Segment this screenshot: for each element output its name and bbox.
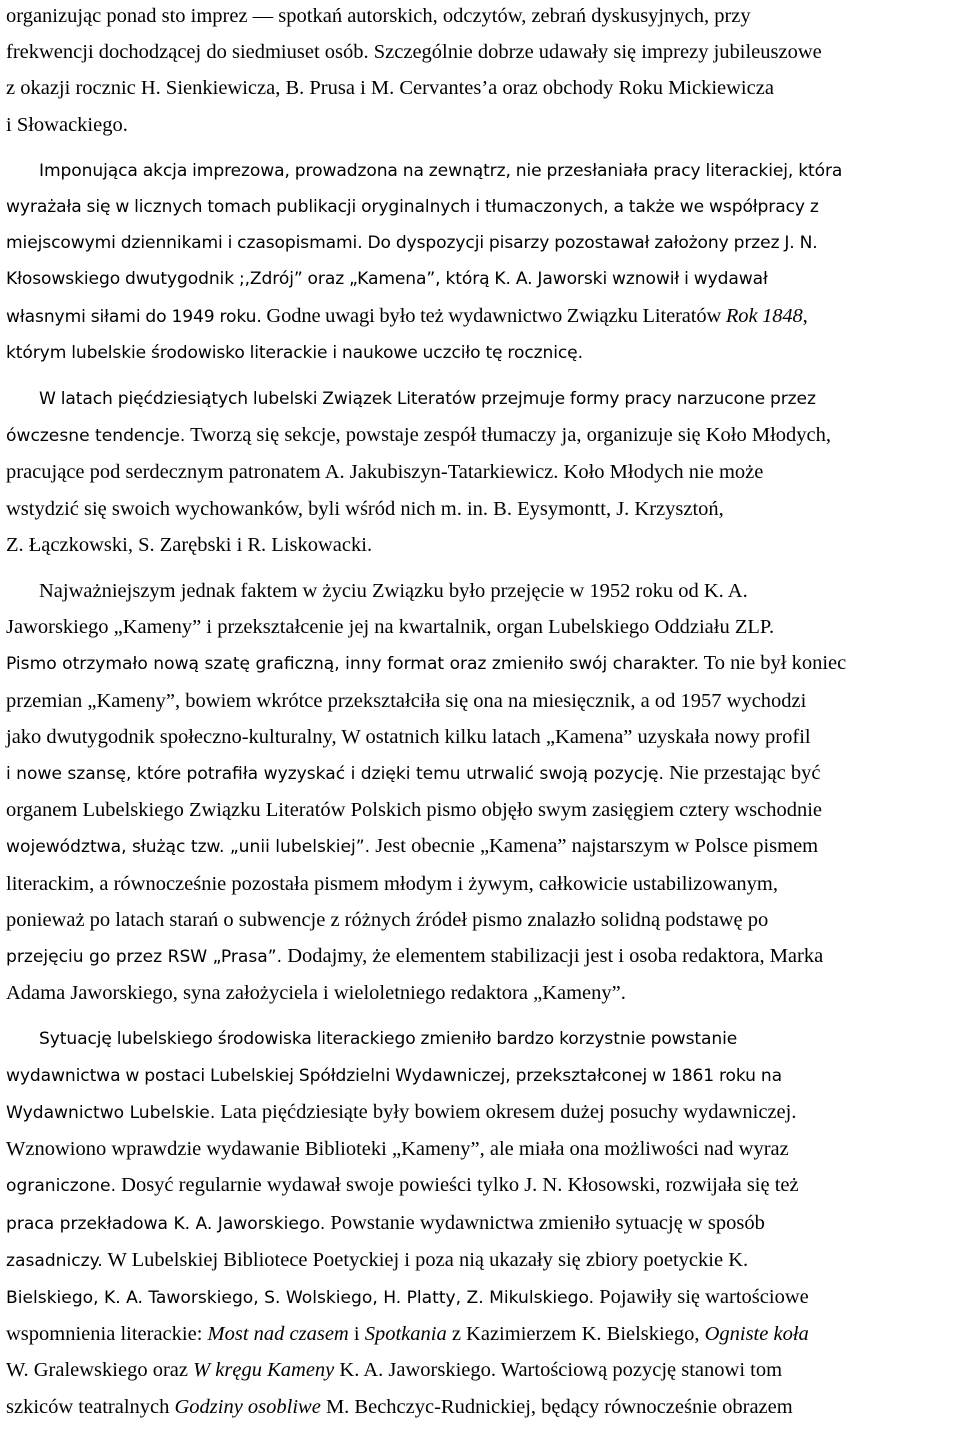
text-line (6, 1167, 954, 1204)
text-line: przemian „Kameny”, bowiem wkrótce przekształciła się ona na miesięcznik, a od 1957 wychodzi (6, 689, 807, 712)
text-run: Tworzą się sekcje, powstaje zespół tłumaczy ja, organizuje się Koło Młodych, (185, 424, 832, 447)
text-line (6, 454, 954, 490)
paragraph-1 (6, 0, 954, 143)
text-run: województwa, służąc tzw. „unii lubelskiej”. (6, 837, 371, 858)
text-line: wyrażała się w licznych tomach publikacji oryginalnych i tłumaczonych, a także we współpracy z (6, 197, 819, 218)
text-run: Pismo otrzymało nową szatę graficzną, inny format oraz zmieniło swój charakter. (6, 654, 699, 675)
text-line (6, 1094, 954, 1131)
text-run: pracujące pod serdecznym patronatem A. Jakubiszyn-Tatarkiewicz. (6, 461, 559, 484)
paragraph-gap (6, 371, 954, 381)
text-line (6, 938, 954, 975)
paragraph-4 (6, 573, 954, 1011)
text-run: W Lubelskiej Bibliotece Poetyckiej i poza nią ukazały się zbiory poetyckie K. (102, 1248, 749, 1271)
text-run: przejęciu go przez RSW „Prasa”. (6, 947, 283, 968)
italic-title: Most nad czasem (207, 1323, 349, 1346)
text-run: Godne uwagi było też wydawnictwo Związku Literatów (261, 304, 726, 327)
text-run: z Kazimierzem K. Bielskiego, (446, 1323, 705, 1346)
text-run: K. A. Jaworskiego. (334, 1359, 496, 1382)
text-run: Wartościową pozycję stanowi tom (496, 1359, 783, 1382)
text-run: ówczesne tendencje. (6, 426, 186, 447)
text-line (6, 1316, 954, 1352)
text-run: Jest obecnie „Kamena” najstarszym w Polsce pismem (370, 835, 819, 858)
text-run: szkiców teatralnych (6, 1395, 175, 1418)
text-line (6, 645, 954, 682)
italic-title: Godziny osobliwe (174, 1395, 321, 1418)
paragraph-2 (6, 153, 954, 371)
text-line (6, 1279, 954, 1316)
text-line: organizując ponad sto imprez — spotkań autorskich, odczytów, zebrań dyskusyjnych, przy (6, 5, 751, 27)
italic-title: Spotkania (364, 1323, 447, 1346)
text-run: własnymi siłami do 1949 roku. (6, 306, 262, 327)
text-line: miejscowymi dziennikami i czasopismami. Do dyspozycji pisarzy pozostawał założony przez J. N. (6, 233, 818, 254)
text-line: literackim, a równocześnie pozostała pismem młodym i żywym, całkowicie ustabilizowanym, (6, 872, 778, 895)
text-line: wydawnictwa w postaci Lubelskiej Spółdzielni Wydawniczej, przekształconej w 1861 roku na (6, 1065, 782, 1086)
text-run: W. Gralewskiego oraz (6, 1359, 194, 1382)
paragraph-gap (6, 563, 954, 573)
text-line (6, 1352, 954, 1388)
text-line: wstydzić się swoich wychowanków, byli wśród nich m. in. B. Eysymontt, J. Krzysztoń, (6, 497, 724, 520)
text-line: W latach pięćdziesiątych lubelski Związek Literatów przejmuje formy pracy narzucone przez (39, 389, 816, 410)
italic-title: W kręgu Kameny (193, 1359, 335, 1382)
text-line: frekwencji dochodzącej do siedmiuset osób. Szczególnie dobrze udawały się imprezy jubileuszowe (6, 41, 822, 64)
text-run: Nie przestając być (663, 762, 821, 785)
text-run: Pojawiły się wartościowe (594, 1285, 809, 1308)
text-line: Jaworskiego „Kameny” i przekształcenie jej na kwartalnik, organ Lubelskiego Oddziału ZLP. (6, 616, 775, 639)
text-line (6, 1242, 954, 1279)
text-run: Dosyć regularnie wydawał swoje powieści tylko J. N. Kłosowski, rozwijała się też (116, 1174, 799, 1197)
text-line (6, 828, 954, 865)
text-run: Bielskiego, K. A. Taworskiego, S. Wolskiego, H. Platty, Z. Mikulskiego. (6, 1287, 595, 1308)
document-page (6, 0, 954, 1425)
text-run: zasadniczy. (6, 1250, 103, 1271)
text-line: Z. Łączkowski, S. Zarębski i R. Liskowacki. (6, 533, 373, 556)
paragraph-5 (6, 1021, 954, 1424)
text-line (6, 755, 954, 792)
text-run: Wydawnictwo Lubelskie. (6, 1102, 216, 1123)
text-line: Kłosowskiego dwutygodnik ;,Zdrój” oraz „Kamena”, którą K. A. Jaworski wznowił i wydawał (6, 269, 768, 290)
text-line: którym lubelskie środowisko literackie i naukowe uczciło tę rocznicę. (6, 342, 583, 363)
text-run: ograniczone. (6, 1176, 117, 1197)
text-run: , (802, 304, 808, 327)
text-line: Sytuację lubelskiego środowiska literackiego zmieniło bardzo korzystnie powstanie (39, 1029, 738, 1050)
text-line (6, 1389, 954, 1425)
italic-title: Ogniste koła (704, 1323, 809, 1346)
paragraph-gap (6, 1011, 954, 1021)
text-run: i (348, 1323, 365, 1346)
text-run: Powstanie wydawnictwa zmieniło sytuację w sposób (325, 1211, 765, 1234)
text-line: organem Lubelskiego Związku Literatów Polskich pismo objęło swym zasięgiem cztery wschodnie (6, 799, 823, 822)
text-line: Najważniejszym jednak faktem w życiu Związku było przejęcie w 1952 roku od K. A. (39, 580, 748, 603)
text-line: Imponująca akcja imprezowa, prowadzona na zewnątrz, nie przesłaniała pracy literackiej, która (39, 160, 843, 181)
text-run: Dodajmy, że elementem stabilizacji jest i osoba redaktora, Marka (282, 945, 824, 968)
paragraph-gap (6, 143, 954, 153)
text-run: Koło Młodych nie może (558, 461, 764, 484)
text-line (6, 1205, 954, 1242)
text-line: z okazji rocznic H. Sienkiewicza, B. Prusa i M. Cervantes’a oraz obchody Roku Mickiewicza (6, 77, 774, 100)
text-run: praca przekładowa K. A. Jaworskiego. (6, 1213, 326, 1234)
text-line: i Słowackiego. (6, 113, 128, 136)
text-line: jako dwutygodnik społeczno-kulturalny, W ostatnich kilku latach „Kamena” uzyskała nowy profil (6, 725, 811, 748)
text-run: To nie był koniec (698, 652, 847, 675)
text-line: Wznowiono wprawdzie wydawanie Biblioteki „Kameny”, ale miała ona możliwości nad wyraz (6, 1138, 789, 1161)
text-line (6, 298, 954, 335)
text-run: Lata pięćdziesiąte były bowiem okresem dużej posuchy wydawniczej. (215, 1100, 797, 1123)
text-run: wspomnienia literackie: (6, 1323, 208, 1346)
paragraph-3 (6, 381, 954, 563)
text-line (6, 417, 954, 454)
text-line: Adama Jaworskiego, syna założyciela i wieloletniego redaktora „Kameny”. (6, 982, 626, 1005)
italic-title: Rok 1848 (725, 304, 803, 327)
text-run: M. Bechczyc-Rudnickiej, będący równocześnie obrazem (320, 1395, 793, 1418)
text-run: i nowe szansę, które potrafiła wyzyskać i dzięki temu utrwalić swoją pozycję. (6, 764, 664, 785)
text-line: ponieważ po latach starań o subwencje z różnych źródeł pismo znalazło solidną podstawę po (6, 908, 769, 931)
